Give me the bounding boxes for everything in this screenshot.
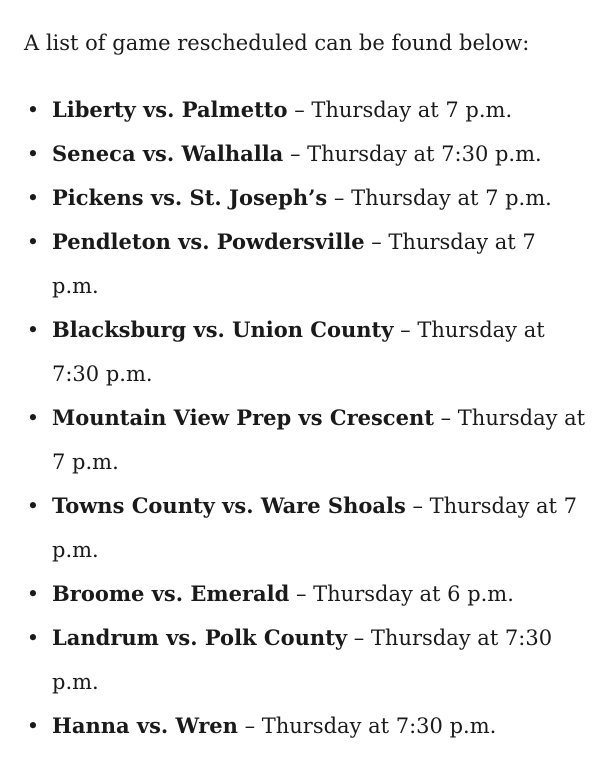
game-time: – Thursday at 7 p.m.	[52, 406, 586, 474]
game-matchup: Mountain View Prep vs Crescent	[52, 405, 434, 430]
rescheduled-games-list	[24, 88, 586, 748]
game-time: – Thursday at 6 p.m.	[289, 582, 514, 606]
list-item	[24, 484, 586, 572]
bullet-icon: •	[26, 230, 40, 254]
list-item	[24, 396, 586, 484]
list-item	[24, 616, 586, 704]
game-time: – Thursday at 7:30 p.m.	[52, 318, 545, 386]
game-time: – Thursday at 7 p.m.	[287, 98, 513, 122]
game-matchup: Liberty vs. Palmetto	[52, 97, 288, 122]
bullet-icon: •	[26, 494, 40, 518]
game-time: – Thursday at 7:30 p.m.	[237, 714, 497, 738]
game-matchup: Pickens vs. St. Joseph’s	[52, 185, 328, 210]
bullet-icon: •	[26, 142, 40, 166]
game-time: – Thursday at 7:30 p.m.	[283, 142, 542, 166]
bullet-icon: •	[26, 406, 40, 430]
bullet-icon: •	[26, 626, 40, 650]
list-item	[24, 704, 586, 748]
list-item	[24, 132, 586, 176]
bullet-icon: •	[26, 582, 40, 606]
bullet-icon: •	[26, 186, 40, 210]
intro-text: A list of game rescheduled can be found below:	[24, 31, 530, 55]
list-item	[24, 176, 586, 220]
game-matchup: Broome vs. Emerald	[52, 581, 290, 606]
list-item	[24, 308, 586, 396]
bullet-icon: •	[26, 98, 40, 122]
bullet-icon: •	[26, 318, 40, 342]
game-time: – Thursday at 7:30 p.m.	[52, 626, 553, 694]
game-matchup: Towns County vs. Ware Shoals	[52, 493, 406, 518]
game-time: – Thursday at 7 p.m.	[52, 494, 578, 562]
list-item	[24, 220, 586, 308]
game-matchup: Landrum vs. Polk County	[52, 625, 348, 650]
game-time: – Thursday at 7 p.m.	[327, 186, 552, 210]
list-item	[24, 88, 586, 132]
game-matchup: Pendleton vs. Powdersville	[52, 229, 365, 254]
game-matchup: Hanna vs. Wren	[52, 713, 238, 738]
game-matchup: Seneca vs. Walhalla	[52, 141, 284, 166]
game-time: – Thursday at 7 p.m.	[52, 230, 536, 298]
game-matchup: Blacksburg vs. Union County	[52, 317, 394, 342]
bullet-icon: •	[26, 714, 40, 738]
list-item	[24, 572, 586, 616]
